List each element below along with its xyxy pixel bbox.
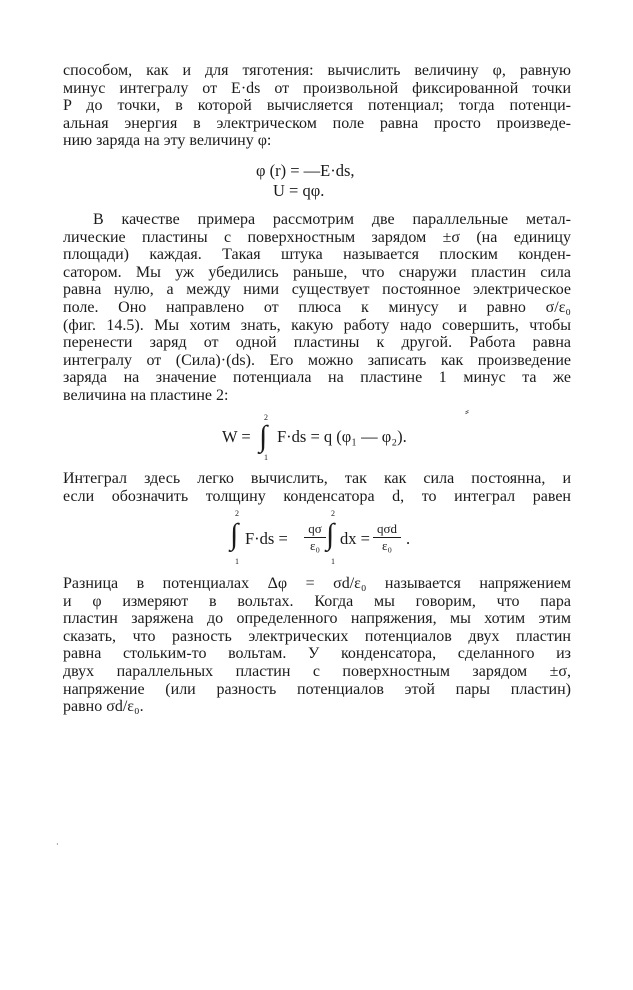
fraction-q-sigma [304, 522, 326, 553]
integral-evaluation [230, 510, 420, 570]
equation-period: . [406, 529, 411, 548]
text-line: альная энергия в электрическом поле равна просто произведе- [63, 114, 571, 132]
text-line: интегралу от (Сила)·(ds). Его можно записать как произведение [63, 351, 571, 369]
work-lhs: W = [222, 427, 251, 446]
text-line: сказать, что разность электрических потенциалов двух пластин [63, 627, 571, 645]
paragraph-2 [63, 211, 571, 405]
text-line: равно σd/ε₀. [63, 698, 144, 716]
text-line: минус интегралу от E·ds от произвольной фиксированной точки [63, 79, 571, 97]
text-line: пластин заряжена до определенного напряжения, мы хотим этим [63, 610, 571, 628]
text-line: поле. Оно направлено от плюса к минусу и равно σ/ε₀ [63, 298, 571, 316]
fraction-denominator: ε₀ [382, 538, 392, 553]
integral-sign-icon: ∫ [326, 518, 335, 551]
text-line: Интеграл здесь легко вычислить, так как сила постоянна, и [63, 470, 571, 487]
integral-upper-limit: 2 [264, 413, 268, 422]
stray-mark: · [56, 840, 59, 849]
text-line: P до точки, в которой вычисляется потенциал; тогда потенци- [63, 97, 571, 115]
integrand-dx: dx = [340, 529, 370, 548]
text-line: лические пластины с поверхностным зарядом ±σ (на единицу [63, 228, 571, 246]
text-line: равна стольким-то вольтам. У конденсатора, сделанного из [63, 645, 571, 663]
paragraph-1 [63, 62, 571, 150]
paragraph-4 [63, 575, 571, 716]
text-line: сатором. Мы уж убедились раньше, что снаружи пластин сила [63, 263, 571, 281]
integral-sign-icon: ∫ [230, 518, 239, 551]
text-line: (фиг. 14.5). Мы хотим знать, какую работу надо совершить, чтобы [63, 316, 571, 334]
text-line: величина на пластине 2: [63, 386, 229, 404]
energy-equation: U = qφ. [273, 181, 325, 200]
fraction-numerator: qσ [308, 521, 322, 536]
integral-lower-limit: 1 [331, 557, 335, 566]
work-equation [222, 414, 462, 464]
text-line: площади) каждая. Такая штука называется плоским конден- [63, 246, 571, 264]
integral-sign-icon: ∫ [259, 420, 268, 453]
paragraph-3 [63, 470, 571, 505]
text-line: способом, как и для тяготения: вычислить величину φ, равную [63, 62, 571, 79]
fraction-numerator: qσd [376, 521, 397, 536]
integrand-force: F·ds = [245, 529, 288, 548]
text-line: если обозначить толщину конденсатора d, то интеграл равен [63, 487, 571, 505]
fraction-q-sigma-d [373, 522, 401, 553]
text-line: перенести заряд от одной пластины к другой. Работа равна [63, 334, 571, 352]
text-line: и φ измеряют в вольтах. Когда мы говорим, что пара [63, 592, 571, 610]
work-rhs: F·ds = q (φ₁ — φ₂). [277, 427, 407, 446]
text-line: нию заряда на эту величину φ: [63, 132, 272, 150]
integral-lower-limit: 1 [264, 453, 268, 462]
text-line: равна нулю, а между ними существует постоянное электрическое [63, 281, 571, 299]
text-line: напряжение (или разность потенциалов этой пары пластин) [63, 680, 571, 698]
integral-lower-limit: 1 [235, 557, 239, 566]
fraction-denominator: ε₀ [310, 538, 320, 553]
text-line: двух параллельных пластин с поверхностным зарядом ±σ, [63, 662, 571, 680]
text-line: заряда на значение потенциала на пластине 1 минус та же [63, 369, 571, 387]
potential-equation: φ (r) = —E·ds, [256, 161, 355, 180]
integral-upper-limit: 2 [331, 509, 335, 518]
integral-upper-limit: 2 [235, 509, 239, 518]
text-line: В качестве примера рассмотрим две параллельные метал- [93, 211, 571, 228]
text-line: Разница в потенциалах Δφ = σd/ε₀ называется напряжением [63, 575, 572, 592]
stray-mark: ⸗ [465, 404, 469, 418]
